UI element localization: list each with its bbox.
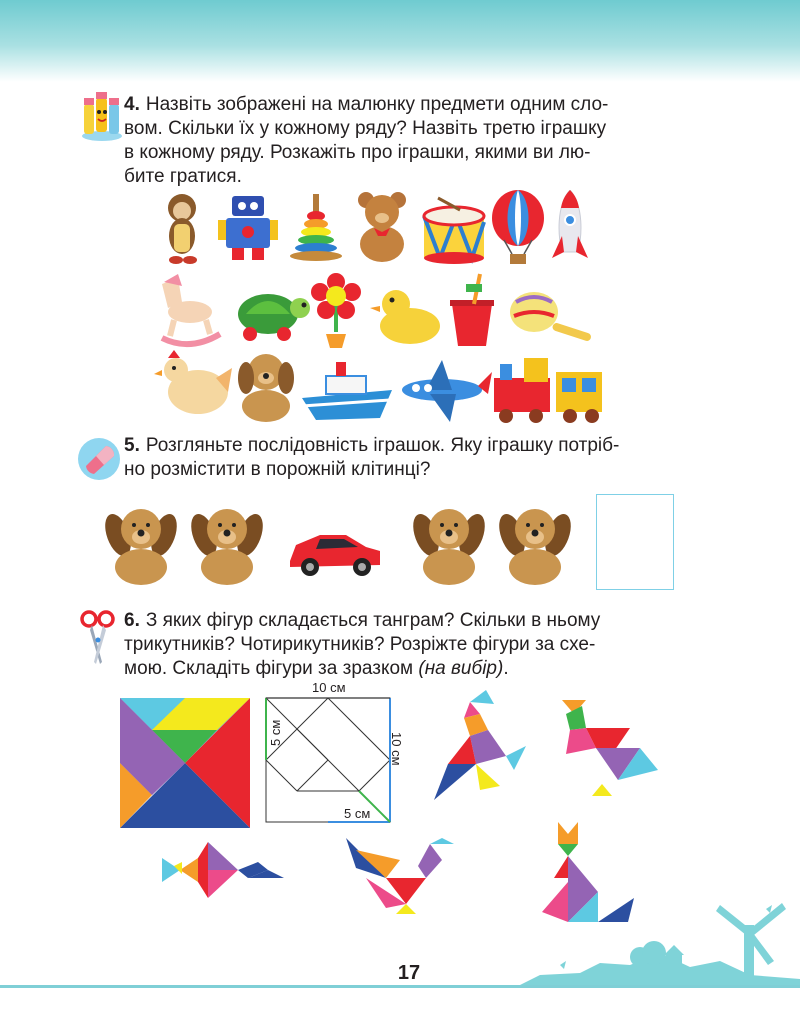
task-text-line: бите гратися.	[124, 166, 242, 187]
task-text-line: в кожному ряду. Розкажіть про іграшки, якими ви лю-	[124, 142, 591, 163]
tangram-scheme	[266, 698, 390, 822]
ring-stacker-icon	[290, 194, 342, 261]
scissors-icon	[80, 610, 116, 668]
task-6	[124, 609, 694, 681]
toy-train-icon	[494, 358, 602, 423]
toy-sequence	[100, 495, 680, 591]
red-car-icon	[290, 535, 380, 576]
scheme-right-label: 10 см	[389, 732, 404, 766]
task-text-line: З яких фігур складається танграм? Скільки в ньому	[145, 610, 601, 631]
task-text-line: вом. Скільки їх у кожному ряду? Назвіть третю іграшку	[124, 118, 607, 139]
task-text-italic: (на вибір)	[418, 658, 504, 679]
teddy-bear-icon	[358, 192, 406, 262]
task-number: 4.	[124, 94, 140, 115]
drum-icon	[424, 198, 484, 264]
flower-toy-icon	[311, 273, 361, 348]
scheme-top-label: 10 см	[312, 682, 346, 695]
sand-bucket-icon	[450, 274, 494, 346]
task-text-line: мою. Складіть фігури за зразком	[124, 658, 419, 679]
tangram-square	[120, 698, 250, 828]
toys-picture	[152, 190, 612, 426]
rocking-horse-icon	[162, 274, 220, 344]
scheme-bottom-label: 5 см	[344, 806, 371, 821]
turtle-toy-icon	[238, 294, 310, 341]
task-5	[124, 434, 694, 482]
pill-icon	[76, 436, 122, 482]
page-number: 17	[397, 962, 421, 984]
task-number: 5.	[124, 435, 140, 456]
monkey-toy-icon	[168, 194, 197, 264]
task-number: 6.	[124, 610, 140, 631]
task-text-line: Назвіть зображені на малюнку предмети одним сло-	[145, 94, 609, 115]
task-text-line: трикутників? Чотирикутників? Розріжте фігури за схе-	[124, 634, 596, 655]
hot-air-balloon-icon	[492, 190, 544, 264]
tangram-duck-figure	[562, 700, 658, 796]
plane-toy-icon	[402, 360, 492, 422]
task-text-line: но розмістити в порожній клітинці?	[124, 459, 431, 480]
chicken-toy-icon	[154, 350, 232, 414]
robot-toy-icon	[218, 196, 278, 260]
task-text-end: .	[503, 658, 509, 679]
empty-cell[interactable]	[596, 494, 674, 590]
task-text-line: Розгляньте послідовність іграшок. Яку іграшку потріб-	[145, 435, 620, 456]
footer-line	[0, 985, 800, 988]
plush-dog-icon	[100, 509, 182, 585]
plush-dog-icon	[186, 509, 268, 585]
plush-dog-icon	[408, 509, 490, 585]
tangram-bird-figure	[434, 690, 526, 800]
landscape-decoration	[520, 895, 800, 990]
header-band	[0, 0, 800, 82]
plush-dog-icon	[494, 509, 576, 585]
tangram-rooster-figure	[346, 838, 454, 914]
scheme-left-label: 5 см	[268, 719, 283, 746]
rocket-icon	[552, 190, 588, 258]
pencils-icon	[80, 92, 124, 142]
boat-toy-icon	[302, 362, 392, 420]
maraca-icon	[510, 292, 592, 342]
task-4	[124, 93, 694, 189]
rubber-duck-icon	[370, 290, 440, 344]
tangram-plane-figure	[162, 842, 284, 898]
plush-dog-icon	[238, 354, 294, 422]
